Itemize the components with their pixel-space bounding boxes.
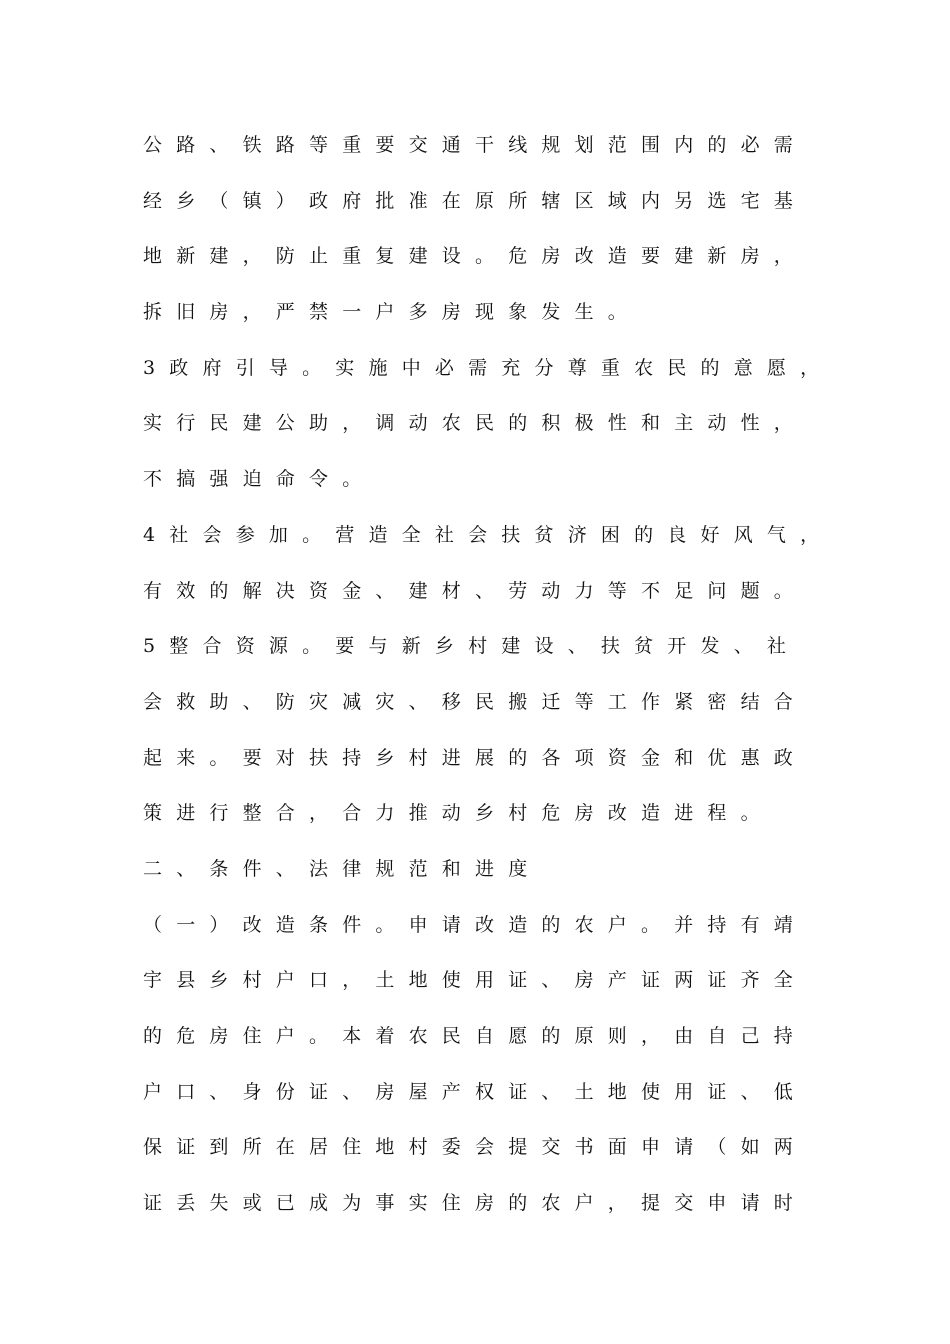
- document-body: [143, 131, 863, 1245]
- text-line-15: （一）改造条件。申请改造的农户。并持有靖: [143, 913, 808, 936]
- text-line-18: 户口、身份证、房屋产权证、土地使用证、低: [143, 1080, 808, 1103]
- text-line-12: 起来。要对扶持乡村进展的各项资金和优惠政: [143, 746, 808, 769]
- text-line-5: 3政府引导。实施中必需充分尊重农民的意愿，: [143, 356, 834, 379]
- text-line-17: 的危房住户。本着农民自愿的原则，由自己持: [143, 1025, 808, 1047]
- text-line-19: 保证到所在居住地村委会提交书面申请（如两: [143, 1136, 808, 1159]
- text-line-1: 公路、铁路等重要交通干线规划范围内的必需: [143, 134, 808, 156]
- text-line-8: 4社会参加。营造全社会扶贫济困的良好风气，: [143, 523, 834, 546]
- text-line-13: 策进行整合，合力推动乡村危房改造进程。: [143, 802, 774, 825]
- text-line-3: 地新建，防止重复建设。危房改造要建新房，: [143, 245, 808, 268]
- text-line-16: 宇县乡村户口，土地使用证、房产证两证齐全: [143, 969, 808, 992]
- text-line-2: 经乡（镇）政府批准在原所辖区域内另选宅基: [143, 189, 808, 212]
- text-line-7: 不搞强迫命令。: [143, 468, 376, 491]
- section-heading: 二、条件、法律规范和进度: [143, 857, 542, 880]
- text-line-6: 实行民建公助，调动农民的积极性和主动性，: [143, 412, 808, 435]
- text-line-9: 有效的解决资金、建材、劳动力等不足问题。: [143, 579, 808, 602]
- text-line-10: 5整合资源。要与新乡村建设、扶贫开发、社: [143, 635, 801, 658]
- text-line-4: 拆旧房，严禁一户多房现象发生。: [143, 301, 642, 324]
- text-line-20: 证丢失或已成为事实住房的农户，提交申请时: [143, 1192, 808, 1215]
- text-line-11: 会救助、防灾减灾、移民搬迁等工作紧密结合: [143, 690, 808, 713]
